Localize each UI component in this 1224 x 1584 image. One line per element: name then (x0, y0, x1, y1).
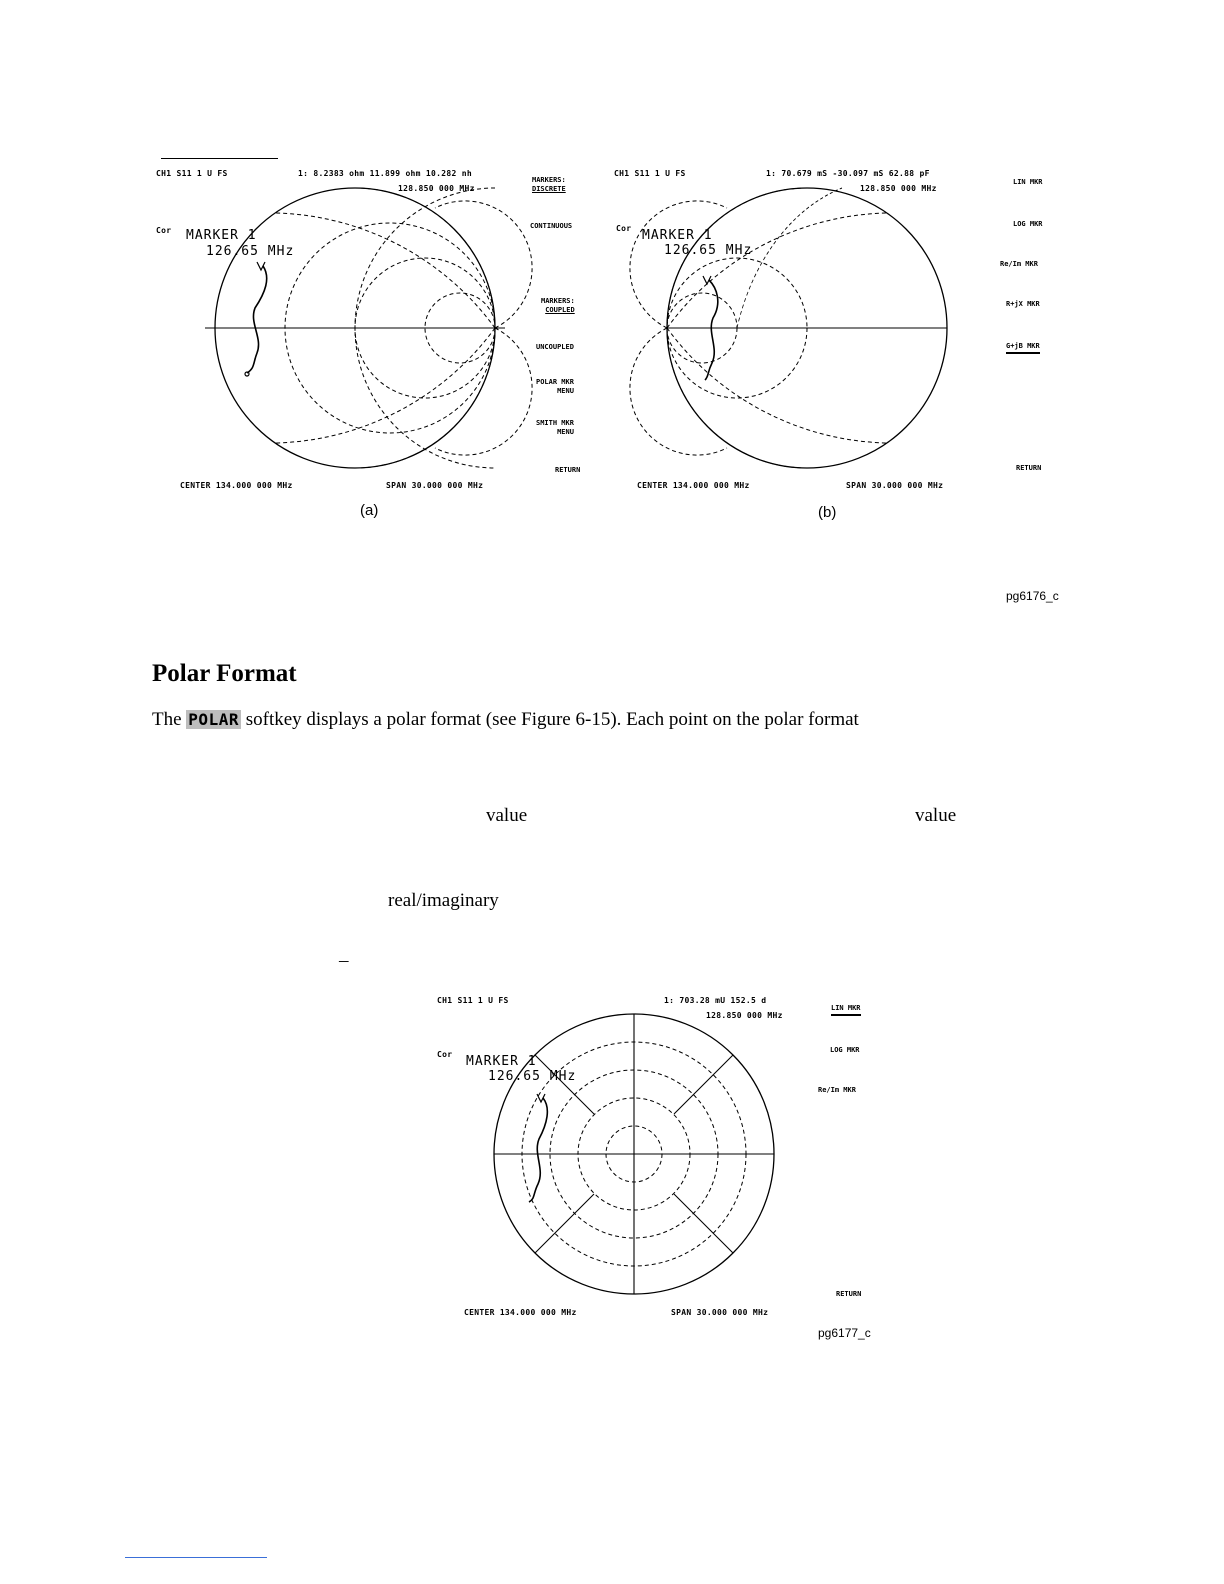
fig-c-softkey-re-im-mkr[interactable]: Re/Im MKR (818, 1086, 856, 1094)
softkey-line: MENU (557, 387, 574, 395)
fig-b-cor: Cor (616, 224, 632, 233)
fig-a-softkey-return[interactable]: RETURN (555, 466, 581, 474)
fig-a-footer-span: SPAN 30.000 000 MHz (386, 481, 484, 490)
fig-c-cor: Cor (437, 1050, 453, 1059)
figure-1-id: pg6176_c (1006, 589, 1059, 603)
fig-c-marker-label: MARKER 1 (466, 1054, 537, 1069)
fig-c-softkey-return[interactable]: RETURN (836, 1290, 862, 1298)
fig-b-softkey-return[interactable]: RETURN (1016, 464, 1042, 472)
fig-b-footer-center: CENTER 134.000 000 MHz (637, 481, 750, 490)
fig-c-header-freq: 128.850 000 MHz (706, 1011, 783, 1020)
figure-2-id: pg6177_c (818, 1326, 871, 1340)
fig-c-header-left: CH1 S11 1 U FS (437, 996, 509, 1005)
fig-a-marker-label: MARKER 1 (186, 228, 257, 243)
para-text: softkey displays a polar format (see Figure 6-15). Each point on the polar format (245, 709, 859, 730)
fig-a-header-freq: 128.850 000 MHz (398, 184, 475, 193)
softkey-line: MENU (557, 428, 574, 436)
paragraph-line-1 (152, 709, 859, 731)
softkey-line: DISCRETE (532, 185, 566, 193)
fig-b-header-freq: 128.850 000 MHz (860, 184, 937, 193)
fig-a-softkey-continuous[interactable]: CONTINUOUS (530, 222, 573, 230)
fig-b-softkey-lin-mkr[interactable]: LIN MKR (1013, 178, 1043, 186)
fig-b-softkey-r-jx-mkr[interactable]: R+jX MKR (1006, 300, 1040, 308)
fig-c-footer-span: SPAN 30.000 000 MHz (671, 1308, 769, 1317)
fig-a-caption: (a) (360, 502, 379, 519)
fig-a-cor: Cor (156, 226, 172, 235)
para-text: The (152, 709, 182, 730)
fig-a-softkey-uncoupled[interactable]: UNCOUPLED (536, 343, 574, 351)
bottom-rule (125, 1557, 267, 1558)
fig-b-caption: (b) (818, 504, 837, 521)
fig-b-smith-chart (667, 178, 967, 478)
fig-a-footer-center: CENTER 134.000 000 MHz (180, 481, 293, 490)
fig-b-softkey-g-jb-mkr[interactable]: G+jB MKR (1006, 342, 1040, 354)
dash: – (339, 950, 349, 971)
fig-b-footer-span: SPAN 30.000 000 MHz (846, 481, 944, 490)
softkey-line: COUPLED (545, 306, 575, 314)
softkey-line: MARKERS: (541, 297, 575, 305)
word-value-2: value (915, 805, 957, 826)
fig-a-marker-freq: 126.65 MHz (206, 244, 295, 259)
fig-a-softkey-markers-coupled[interactable] (541, 297, 575, 315)
fig-b-marker-freq: 126.65 MHz (664, 243, 753, 258)
section-heading: Polar Format (152, 660, 297, 687)
fig-b-marker-label: MARKER 1 (642, 228, 713, 243)
fig-a-smith-chart (205, 178, 505, 478)
softkey-line: POLAR MKR (536, 378, 574, 386)
softkey-line: MARKERS: (532, 176, 566, 184)
fig-c-softkey-lin-mkr[interactable]: LIN MKR (831, 1004, 861, 1016)
fig-b-header-marker: 1: 70.679 mS -30.097 mS 62.88 pF (766, 169, 930, 178)
word-value-1: value (486, 805, 528, 826)
fig-c-footer-center: CENTER 134.000 000 MHz (464, 1308, 577, 1317)
fig-a-softkey-smith-mkr-menu[interactable] (536, 419, 574, 437)
fig-a-header-marker: 1: 8.2383 ohm 11.899 ohm 10.282 nh (298, 169, 472, 178)
softkey-line: SMITH MKR (536, 419, 574, 427)
polar-softkey[interactable]: POLAR (188, 710, 239, 729)
fig-b-softkey-log-mkr[interactable]: LOG MKR (1013, 220, 1043, 228)
fig-b-header-left: CH1 S11 1 U FS (614, 169, 686, 178)
fig-a-softkey-markers-discrete[interactable] (532, 176, 566, 194)
fig-a-softkey-polar-mkr-menu[interactable] (536, 378, 574, 396)
top-rule (161, 158, 278, 159)
word-real-imaginary: real/imaginary (388, 890, 499, 911)
fig-c-header-marker: 1: 703.28 mU 152.5 d (664, 996, 767, 1005)
fig-c-softkey-log-mkr[interactable]: LOG MKR (830, 1046, 860, 1054)
fig-c-polar-chart (493, 1004, 773, 1294)
fig-b-softkey-re-im-mkr[interactable]: Re/Im MKR (1000, 260, 1038, 268)
fig-c-marker-freq: 126.65 MHz (488, 1069, 577, 1084)
fig-a-header-left: CH1 S11 1 U FS (156, 169, 228, 178)
